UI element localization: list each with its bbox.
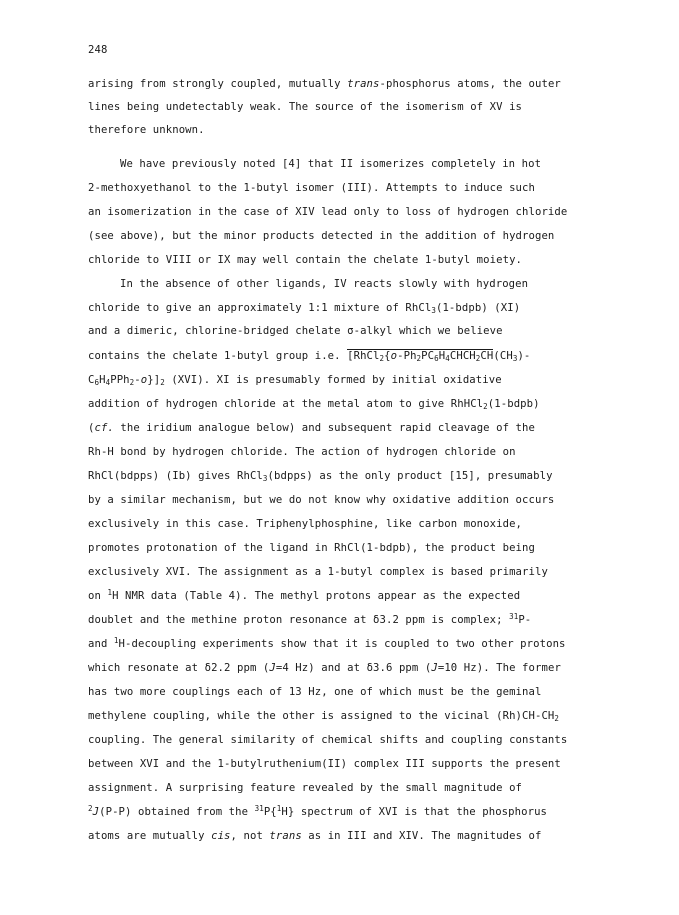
- text-line: contains the chelate 1-butyl group i.e. [$RhCl_2\{o-Ph_2PC_6H_4CHCH_2CH(CH_3)-$: [88, 350, 531, 363]
- text-line: has two more couplings each of 13 Hz, one of which must be the geminal: [88, 686, 542, 698]
- text-line: and a dimeric, chlorine-bridged chelate σ-alkyl which we believe: [88, 325, 503, 337]
- text-line: arising from strongly coupled, mutually trans-phosphorus atoms, the outer: [88, 78, 561, 90]
- text-line: We have previously noted [4] that II isomerizes completely in hot: [120, 158, 542, 170]
- text-line: (cf. the iridium analogue below) and subsequent rapid cleavage of the: [88, 422, 535, 434]
- text-line: doublet and the methine proton resonance at δ3.2 ppm is complex; $^{31}$P-: [88, 612, 532, 626]
- text-line: exclusively in this case. Triphenylphosphine, like carbon monoxide,: [88, 518, 523, 530]
- text-line: promotes protonation of the ligand in RhCl(1-bdpb), the product being: [88, 542, 535, 554]
- text-line: on $^1$H NMR data (Table 4). The methyl protons appear as the expected: [88, 588, 521, 602]
- text-line: $C_6H_4PPh_2-o\}]_2$ (XVI). XI is presumably formed by initial oxidative: [88, 374, 502, 387]
- text-line: (see above), but the minor products detected in the addition of hydrogen: [88, 230, 555, 242]
- text-line: an isomerization in the case of XIV lead only to loss of hydrogen chloride: [88, 206, 568, 218]
- text-line: 2-methoxyethanol to the 1-butyl isomer (III). Attempts to induce such: [88, 182, 535, 194]
- text-line: methylene coupling, while the other is assigned to the vicinal $(Rh)CH-CH_2$: [88, 710, 560, 723]
- text-line: RhCl(bdpps) (Ib) gives RhCl$_3$(bdpps) as the only product [15], presumably: [88, 470, 553, 483]
- text-line: coupling. The general similarity of chemical shifts and coupling constants: [88, 734, 568, 746]
- text-line: and $^1$H-decoupling experiments show that it is coupled to two other protons: [88, 636, 566, 650]
- text-line: assignment. A surprising feature revealed by the small magnitude of: [88, 782, 523, 794]
- text-line: In the absence of other ligands, IV reacts slowly with hydrogen: [120, 278, 529, 290]
- text-line: lines being undetectably weak. The source of the isomerism of XV is: [88, 101, 523, 113]
- text-line: chloride to VIII or IX may well contain the chelate 1-butyl moiety.: [88, 254, 523, 266]
- page-number: 248: [88, 44, 108, 56]
- text-line: $^2$J(P-P) obtained from the $^{31}$P{$^1$H} spectrum of XVI is that the phosphorus: [88, 804, 548, 818]
- text-line: chloride to give an approximately 1:1 mixture of RhCl$_3$(1-bdpb) (XI): [88, 302, 521, 315]
- text-line: addition of hydrogen chloride at the metal atom to give RhHCl$_2$(1-bdpb): [88, 398, 540, 411]
- text-line: therefore unknown.: [88, 124, 205, 136]
- text-line: atoms are mutually cis, not trans as in III and XIV. The magnitudes of: [88, 830, 542, 842]
- text-line: between XVI and the 1-butylruthenium(II) complex III supports the present: [88, 758, 561, 770]
- text-line: which resonate at δ2.2 ppm (J=4 Hz) and at δ3.6 ppm (J=10 Hz). The former: [88, 662, 561, 674]
- text-line: by a similar mechanism, but we do not know why oxidative addition occurs: [88, 494, 555, 506]
- text-line: Rh-H bond by hydrogen chloride. The action of hydrogen chloride on: [88, 446, 516, 458]
- text-line: exclusively XVI. The assignment as a 1-butyl complex is based primarily: [88, 566, 548, 578]
